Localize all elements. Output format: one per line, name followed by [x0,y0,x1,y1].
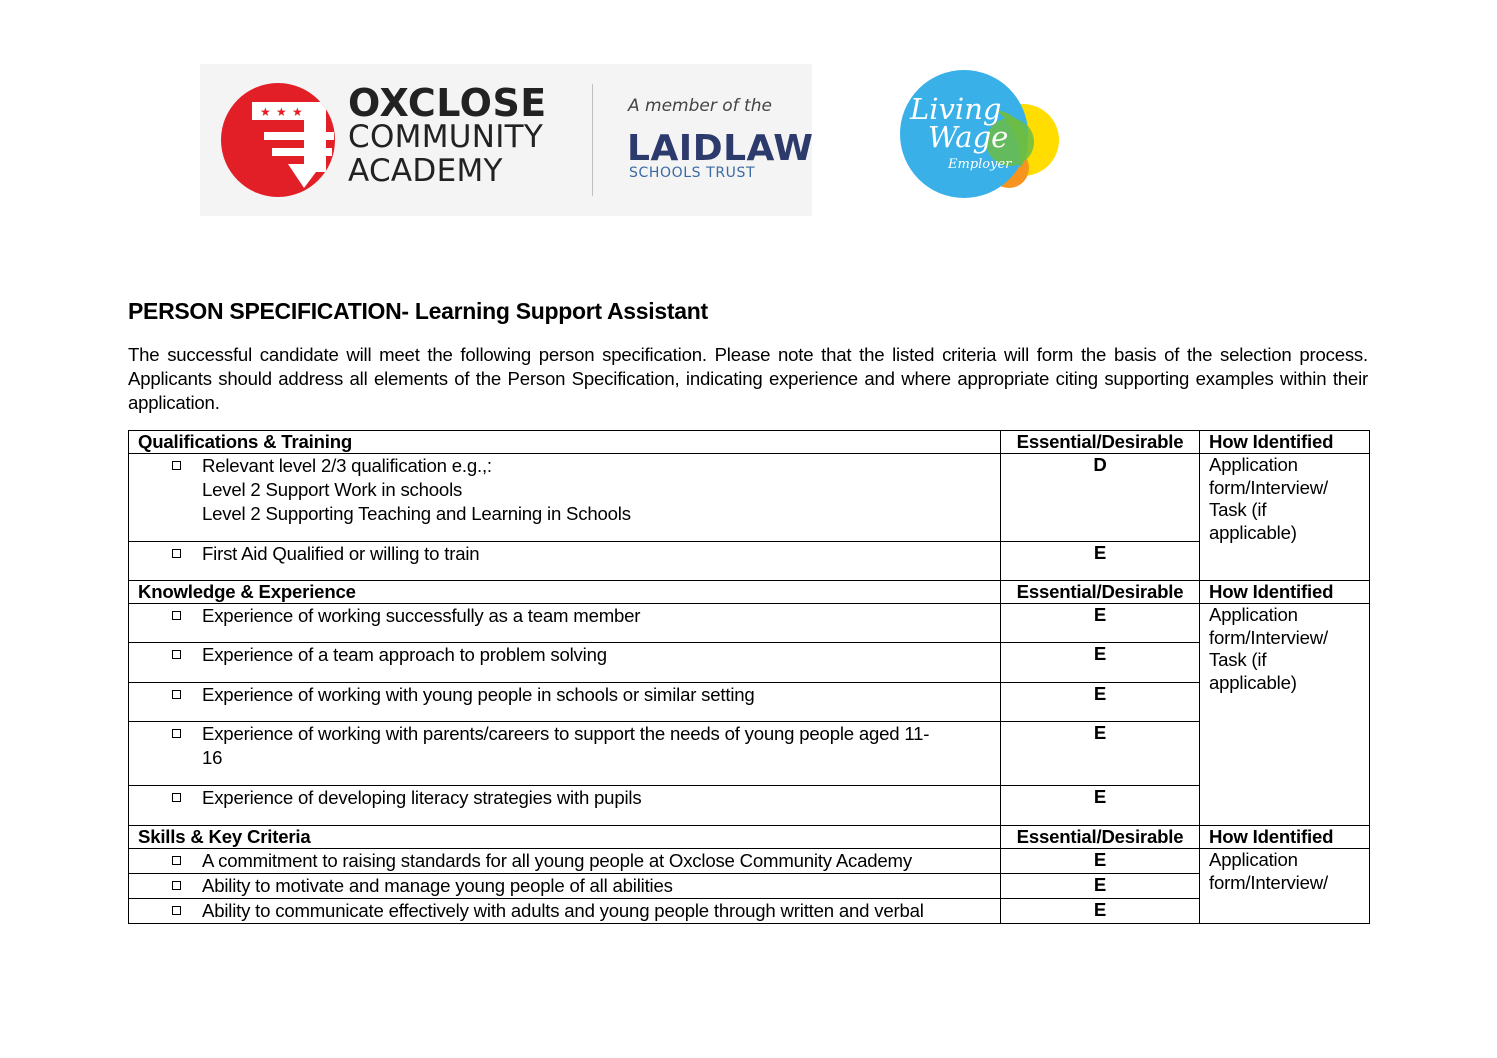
criterion-text: Experience of working with young people in schools or similar setting [202,684,755,705]
school-name-line1: OXCLOSE [348,81,547,125]
how-identified-cell [1200,849,1370,924]
essential-desirable-heading: Essential/Desirable [1001,581,1200,604]
svg-text:★: ★ [292,105,303,119]
criterion-cell [129,643,1001,683]
essential-desirable-heading: Essential/Desirable [1001,431,1200,454]
table-row [129,786,1370,826]
criterion-text: First Aid Qualified or willing to train [202,543,480,564]
how-identified-heading: How Identified [1200,826,1370,849]
living-wage-line2: Wage [928,120,1009,154]
essential-desirable-value: E [1001,683,1200,722]
essential-desirable-value: E [1001,786,1200,826]
criterion-cell [129,722,1001,786]
criterion-cell [129,604,1001,643]
trust-subtitle: SCHOOLS TRUST [629,165,756,181]
criterion-cell [129,899,1001,924]
how-text: Task (if [1209,499,1267,520]
checkbox-bullet-icon [172,611,181,620]
page-title: PERSON SPECIFICATION- Learning Support Assistant [128,298,708,324]
how-identified-heading: How Identified [1200,581,1370,604]
checkbox-bullet-icon [172,690,181,699]
school-wordmark [348,81,547,189]
living-wage-line1: Living [910,92,1002,126]
section-header-qualifications [129,431,1370,454]
how-text: Task (if [1209,649,1267,670]
essential-desirable-value: E [1001,899,1200,924]
table-row [129,849,1370,874]
section-header-knowledge [129,581,1370,604]
criterion-text: Level 2 Supporting Teaching and Learning in Schools [202,503,631,524]
criterion-text: A commitment to raising standards for all young people at Oxclose Community Academy [202,850,912,871]
member-of-label: A member of the [628,96,772,116]
criterion-cell [129,454,1001,542]
essential-desirable-value: D [1001,454,1200,542]
checkbox-bullet-icon [172,906,181,915]
person-spec-table [128,430,1370,924]
criterion-text: Level 2 Support Work in schools [202,479,463,500]
criterion-cell [129,786,1001,826]
essential-desirable-value: E [1001,643,1200,683]
essential-desirable-value: E [1001,604,1200,643]
how-text: form/Interview/ [1209,476,1328,498]
essential-desirable-heading: Essential/Desirable [1001,826,1200,849]
criterion-text: Ability to motivate and manage young people of all abilities [202,875,673,896]
essential-desirable-value: E [1001,874,1200,899]
checkbox-bullet-icon [172,650,181,659]
table-row [129,604,1370,643]
criterion-text: Ability to communicate effectively with adults and young people through written and verbal [202,900,924,921]
intro-paragraph: The successful candidate will meet the following person specification. Please note that the listed criteria will form the basis of the selection process. Applicants should address all elements of the Person Specification, indicating experience and where appropriate citing supporting examples within their application. [128,344,1368,413]
how-text: applicable) [1209,521,1297,543]
table-row [129,542,1370,581]
how-identified-cell [1200,604,1370,826]
section-heading: Knowledge & Experience [129,581,1001,604]
table-row [129,874,1370,899]
school-name-line2: COMMUNITY [348,119,544,155]
how-identified-heading: How Identified [1200,431,1370,454]
svg-text:★: ★ [276,105,287,119]
criterion-cell [129,542,1001,581]
essential-desirable-value: E [1001,542,1200,581]
criterion-cell [129,683,1001,722]
svg-text:★: ★ [260,105,271,119]
how-text: applicable) [1209,671,1297,693]
criterion-text: Experience of working with parents/careers to support the needs of young people aged 11- [202,723,930,744]
living-wage-line3: Employer [948,157,1012,172]
checkbox-bullet-icon [172,461,181,470]
checkbox-bullet-icon [172,729,181,738]
logo-divider [592,84,593,196]
criterion-cell [129,874,1001,899]
checkbox-bullet-icon [172,881,181,890]
oxclose-crest-icon [218,80,338,200]
table-row [129,722,1370,786]
how-text: Application [1209,454,1298,475]
checkbox-bullet-icon [172,856,181,865]
section-heading: Qualifications & Training [129,431,1001,454]
checkbox-bullet-icon [172,549,181,558]
trust-name: LAIDLAW [627,128,814,169]
how-text: Application [1209,604,1298,625]
table-row [129,454,1370,542]
criterion-cell [129,849,1001,874]
how-text: Application [1209,849,1298,870]
school-name-line3: ACADEMY [348,153,503,189]
table-row [129,643,1370,683]
how-identified-cell [1200,454,1370,581]
criterion-text: Experience of working successfully as a team member [202,605,641,626]
criterion-text: Experience of developing literacy strategies with pupils [202,787,642,808]
table-row [129,899,1370,924]
section-header-skills [129,826,1370,849]
criterion-text: 16 [202,747,223,768]
section-heading: Skills & Key Criteria [129,826,1001,849]
essential-desirable-value: E [1001,722,1200,786]
essential-desirable-value: E [1001,849,1200,874]
how-text: form/Interview/ [1209,626,1328,648]
checkbox-bullet-icon [172,793,181,802]
criterion-text: Relevant level 2/3 qualification e.g.,: [202,455,492,476]
how-text: form/Interview/ [1209,871,1328,893]
criterion-text: Experience of a team approach to problem solving [202,644,607,665]
table-row [129,683,1370,722]
